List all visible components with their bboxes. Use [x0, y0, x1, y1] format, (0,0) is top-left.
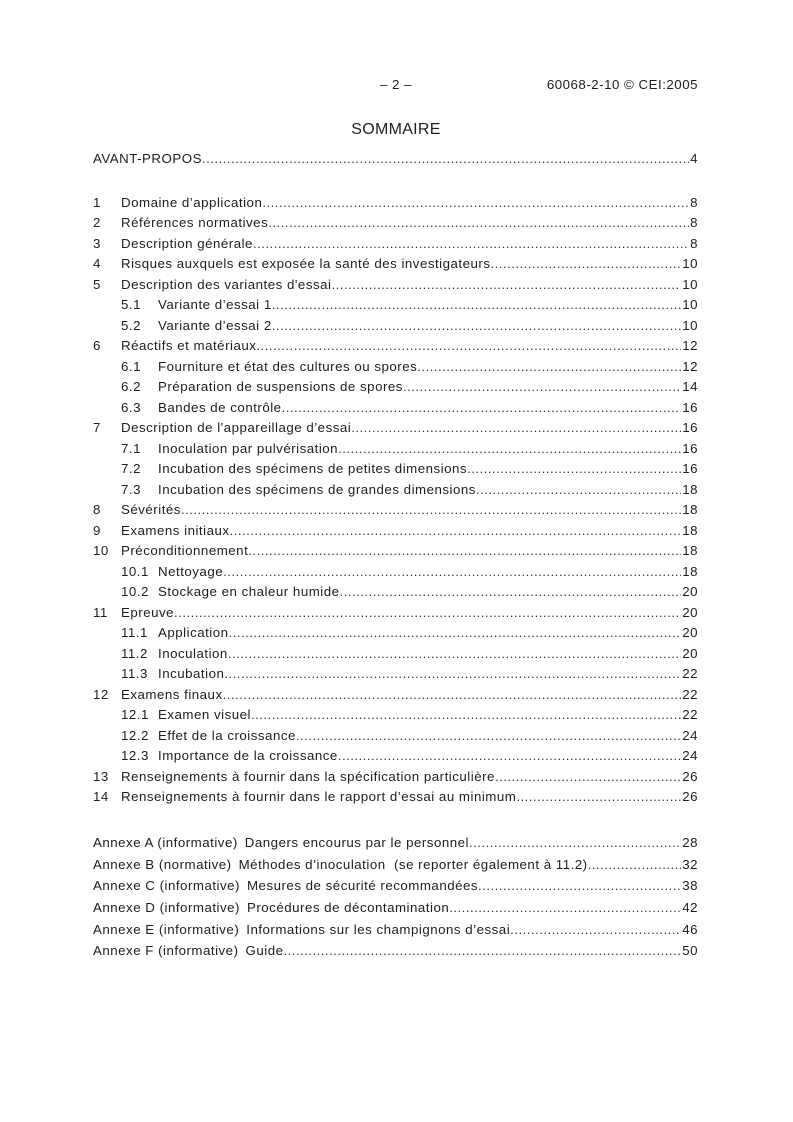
dot-leader	[588, 854, 682, 876]
section-page: 18	[682, 522, 698, 538]
dot-leader	[467, 459, 681, 480]
annex-page: 38	[682, 878, 698, 894]
toc-entry	[93, 685, 698, 706]
section-title: Examens finaux	[121, 686, 223, 702]
subsection-page: 20	[682, 625, 698, 641]
toc-subentry	[93, 480, 698, 501]
section-title: Domaine d’application	[121, 194, 263, 210]
section-page: 16	[682, 420, 698, 436]
toc-subentry	[93, 623, 698, 644]
section-number: 11	[93, 604, 108, 620]
section-page: 10	[682, 256, 698, 272]
subsection-page: 22	[682, 666, 698, 682]
annex-title: Dangers encourus par le personnel	[244, 835, 469, 851]
dot-leader	[491, 254, 682, 275]
page-label: – 2 –	[379, 77, 413, 92]
section-page: 12	[682, 338, 698, 354]
subsection-page: 16	[682, 399, 698, 415]
section-title: Préconditionnement	[121, 543, 249, 559]
annex-page: 46	[682, 921, 698, 937]
subsection-title: Variante d’essai 1	[158, 297, 272, 313]
dot-leader	[248, 541, 681, 562]
dot-leader	[272, 295, 681, 316]
subsection-page: 16	[682, 440, 698, 456]
section-number: 13	[93, 768, 109, 784]
section-number: 8	[93, 502, 101, 518]
section-number: 4	[93, 256, 101, 272]
dot-leader	[331, 275, 681, 296]
subsection-page: 20	[682, 584, 698, 600]
toc-subentry	[93, 726, 698, 747]
section-page: 22	[682, 686, 698, 702]
toc-entry	[93, 603, 698, 624]
subsection-title: Examen visuel	[158, 707, 251, 723]
subsection-number: 5.1	[121, 297, 141, 313]
section-number: 12	[93, 686, 109, 702]
dot-leader	[338, 746, 681, 767]
dot-leader	[223, 562, 681, 583]
dot-leader	[338, 439, 681, 460]
toc-entry	[93, 193, 698, 214]
dot-leader	[272, 316, 681, 337]
dot-leader	[449, 897, 681, 919]
subsection-number: 7.3	[121, 481, 141, 497]
annex-title: Guide	[245, 943, 284, 959]
toc-subentry	[93, 377, 698, 398]
subsection-number: 10.2	[121, 584, 149, 600]
dot-leader	[283, 940, 681, 962]
dot-leader	[229, 623, 682, 644]
dot-leader	[340, 582, 682, 603]
subsection-title: Incubation des spécimens de petites dimensions	[158, 461, 468, 477]
section-page: 10	[682, 276, 698, 292]
subsection-page: 18	[682, 563, 698, 579]
dot-leader	[174, 603, 681, 624]
subsection-page: 10	[682, 317, 698, 333]
subsection-number: 11.2	[121, 645, 148, 661]
toc-subentry	[93, 705, 698, 726]
dot-leader	[516, 787, 681, 808]
toc-entry	[93, 275, 698, 296]
sections-list	[93, 193, 698, 808]
dot-leader	[351, 418, 681, 439]
subsection-number: 5.2	[121, 317, 141, 333]
annex-label: Annexe D (informative)	[93, 899, 240, 915]
section-page: 8	[690, 235, 698, 251]
dot-leader	[268, 213, 689, 234]
subsection-title: Nettoyage	[158, 563, 224, 579]
subsection-title: Inoculation	[158, 645, 228, 661]
annex-entry	[93, 940, 698, 962]
subsection-page: 18	[682, 481, 698, 497]
section-page: 8	[690, 215, 698, 231]
entry-title: AVANT-PROPOS	[93, 151, 202, 166]
subsection-title: Effet de la croissance	[158, 727, 296, 743]
subsection-page: 12	[682, 358, 698, 374]
section-title: Description des variantes d'essai	[121, 276, 332, 292]
section-number: 1	[93, 194, 101, 210]
subsection-number: 7.1	[121, 440, 141, 456]
toc-subentry	[93, 316, 698, 337]
section-title: Renseignements à fournir dans le rapport d’essai au minimum	[121, 789, 517, 805]
subsection-title: Stockage en chaleur humide	[158, 584, 340, 600]
toc-entry	[93, 234, 698, 255]
section-page: 8	[690, 194, 698, 210]
annex-title: Méthodes d’inoculation (se reporter également à 11.2)	[238, 856, 588, 872]
annex-label: Annexe E (informative)	[93, 921, 240, 937]
section-title: Sévérités	[121, 502, 181, 518]
subsection-number: 7.2	[121, 461, 141, 477]
dot-leader	[223, 685, 682, 706]
dot-leader	[417, 357, 681, 378]
annex-entry	[93, 875, 698, 897]
toc-entry	[93, 336, 698, 357]
section-page: 18	[682, 502, 698, 518]
dot-leader	[296, 726, 681, 747]
annex-page: 32	[682, 856, 698, 872]
toc-entry	[93, 767, 698, 788]
dot-leader	[403, 377, 681, 398]
subsection-page: 10	[682, 297, 698, 313]
subsection-number: 10.1	[121, 563, 149, 579]
section-number: 14	[93, 789, 109, 805]
toc-subentry	[93, 746, 698, 767]
section-number: 7	[93, 420, 101, 436]
section-title: Références normatives	[121, 215, 269, 231]
toc-subentry	[93, 459, 698, 480]
subsection-number: 6.2	[121, 379, 141, 395]
section-page: 20	[682, 604, 698, 620]
toc-entry	[93, 787, 698, 808]
annex-title: Procédures de décontamination	[246, 899, 450, 915]
subsection-number: 11.1	[121, 625, 148, 641]
subsection-page: 20	[682, 645, 698, 661]
toc-entry	[93, 149, 698, 170]
subsection-page: 24	[682, 748, 698, 764]
subsection-title: Importance de la croissance	[158, 748, 338, 764]
subsection-number: 6.3	[121, 399, 141, 415]
dot-leader	[181, 500, 681, 521]
toc-entry	[93, 213, 698, 234]
annex-page: 28	[682, 835, 698, 851]
subsection-title: Préparation de suspensions de spores	[158, 379, 403, 395]
section-title: Examens initiaux	[121, 522, 230, 538]
document-reference: 60068-2-10 © CEI:2005	[546, 77, 698, 92]
toc-subentry	[93, 664, 698, 685]
annex-entry	[93, 854, 698, 876]
dot-leader	[478, 875, 681, 897]
annex-entry	[93, 832, 698, 854]
toc-subentry	[93, 439, 698, 460]
section-number: 6	[93, 338, 101, 354]
section-title: Epreuve	[121, 604, 175, 620]
toc-subentry	[93, 357, 698, 378]
toc-subentry	[93, 398, 698, 419]
subsection-page: 16	[682, 461, 698, 477]
toc-subentry	[93, 582, 698, 603]
toc-entry	[93, 521, 698, 542]
dot-leader	[228, 644, 681, 665]
annex-label: Annexe A (informative)	[93, 835, 238, 851]
subsection-title: Incubation	[158, 666, 225, 682]
subsection-number: 12.2	[121, 727, 149, 743]
annexes-list	[93, 832, 698, 962]
toc-entry	[93, 418, 698, 439]
annex-label: Annexe C (informative)	[93, 878, 240, 894]
subsection-number: 12.1	[121, 707, 149, 723]
dot-leader	[230, 521, 682, 542]
section-number: 5	[93, 276, 101, 292]
subsection-title: Inoculation par pulvérisation	[158, 440, 339, 456]
toc-subentry	[93, 644, 698, 665]
subsection-title: Application	[158, 625, 229, 641]
subsection-title: Fourniture et état des cultures ou spores	[158, 358, 418, 374]
dot-leader	[256, 336, 681, 357]
section-number: 10	[93, 543, 109, 559]
annex-entry	[93, 897, 698, 919]
subsection-number: 6.1	[121, 358, 141, 374]
dot-leader	[224, 664, 681, 685]
annex-page: 50	[682, 943, 698, 959]
dot-leader	[202, 149, 689, 170]
dot-leader	[253, 234, 689, 255]
dot-leader	[476, 480, 681, 501]
subsection-page: 22	[682, 707, 698, 723]
subsection-page: 24	[682, 727, 698, 743]
annex-title: Informations sur les champignons d’essai	[246, 921, 511, 937]
section-title: Description de l'appareillage d’essai	[121, 420, 352, 436]
annex-entry	[93, 919, 698, 941]
section-page: 26	[682, 768, 698, 784]
subsection-number: 12.3	[121, 748, 149, 764]
subsection-page: 14	[682, 379, 698, 395]
annex-label: Annexe B (normative)	[93, 856, 232, 872]
toc-subentry	[93, 295, 698, 316]
toc-entry	[93, 541, 698, 562]
section-number: 9	[93, 522, 101, 538]
annex-page: 42	[682, 899, 698, 915]
section-title: Risques auxquels est exposée la santé des investigateurs	[121, 256, 491, 272]
section-title: Réactifs et matériaux	[121, 338, 257, 354]
section-page: 18	[682, 543, 698, 559]
entry-page: 4	[690, 151, 698, 166]
dot-leader	[262, 193, 689, 214]
toc-subentry	[93, 562, 698, 583]
subsection-title: Variante d’essai 2	[158, 317, 272, 333]
dot-leader	[469, 832, 681, 854]
section-number: 2	[93, 215, 101, 231]
section-page: 26	[682, 789, 698, 805]
subsection-title: Bandes de contrôle	[158, 399, 282, 415]
dot-leader	[495, 767, 681, 788]
page-title: SOMMAIRE	[351, 121, 441, 138]
dot-leader	[251, 705, 681, 726]
section-number: 3	[93, 235, 101, 251]
toc-entry	[93, 500, 698, 521]
section-title: Description générale	[121, 235, 253, 251]
toc-entry	[93, 254, 698, 275]
section-title: Renseignements à fournir dans la spécification particulière	[121, 768, 495, 784]
dot-leader	[510, 919, 681, 941]
subsection-number: 11.3	[121, 666, 148, 682]
annex-title: Mesures de sécurité recommandées	[246, 878, 479, 894]
annex-label: Annexe F (informative)	[93, 943, 239, 959]
dot-leader	[282, 398, 682, 419]
subsection-title: Incubation des spécimens de grandes dimensions	[158, 481, 476, 497]
foreword-entry	[93, 149, 698, 170]
